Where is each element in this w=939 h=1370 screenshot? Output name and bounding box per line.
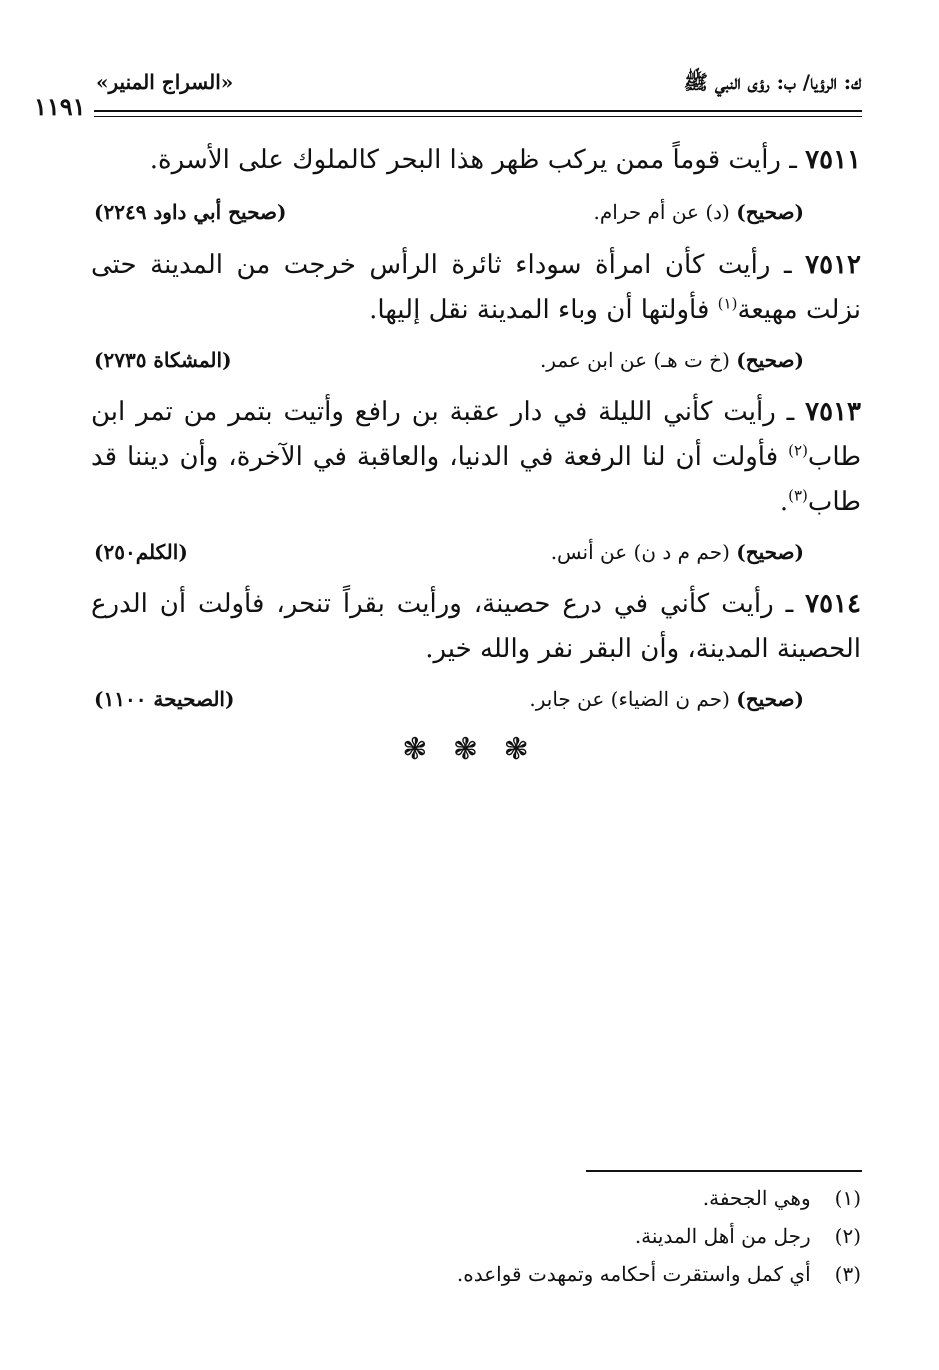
section-separator-ornament: ❃ ❃ ❃ <box>402 732 537 767</box>
reference: (المشكاة ٢٧٣٥) <box>94 348 232 372</box>
punctuation: . <box>779 487 789 517</box>
grade-label: (صحيح) <box>736 540 804 564</box>
book-title: «السراج المنير» <box>96 70 234 94</box>
footnote-marker: (١) <box>717 294 738 313</box>
hadith-number: ٧٥١٤ <box>805 589 861 619</box>
footnote-number: (١) <box>834 1186 861 1210</box>
footnote-number: (٢) <box>834 1224 861 1248</box>
hadith-text: رأيت قوماً ممن يركب ظهر هذا البحر كالملوك على الأسرة. <box>149 145 781 175</box>
header-rule <box>94 110 862 112</box>
hadith-entry: ٧٥١٣ ـ رأيت كأني الليلة في دار عقبة بن رافع وأتيت بتمر من تمر ابن طاب$^{(٢)}$ فأولت أن لنا الرفعة في الدنيا، والعاقبة في الآخرة، وأن ديننا قد طاب$^{(٣)}$. <box>91 397 862 517</box>
chapter-heading: ك: الرؤيا/ ب: رؤى النبي ﷺ <box>683 70 861 94</box>
hadith-text: مهيعة <box>737 295 798 325</box>
narrator-source: (د) عن أم حرام. <box>593 200 730 224</box>
hadith-attribution <box>540 348 804 372</box>
hadith-number: ٧٥١٢ <box>805 250 861 280</box>
hadith-text: رأيت كأني في درع حصينة، ورأيت بقراً تنحر، فأولت أن الدرع <box>91 589 774 619</box>
hadith-source-row <box>94 348 804 378</box>
hadith-text: طاب <box>807 487 861 517</box>
footnote-number: (٣) <box>834 1262 861 1286</box>
grade-label: (صحيح) <box>736 687 804 711</box>
hadith-text: الحصينة المدينة، وأن البقر نفر والله خير. <box>425 634 861 664</box>
footnote <box>81 1256 861 1292</box>
hadith-text: فأولتها أن وباء المدينة نقل إليها. <box>369 295 710 325</box>
hadith-entry: ٧٥١٢ ـ رأيت كأن امرأة سوداء ثائرة الرأس خرجت من المدينة حتى نزلت مهيعة$^{(١)}$ فأولتها أن وباء المدينة نقل إليها. <box>91 250 861 325</box>
hadith-number: ٧٥١١ <box>805 145 861 175</box>
hadith-entry: ٧٥١٤ ـ رأيت كأني في درع حصينة، ورأيت بقراً تنحر، فأولت أن الدرع الحصينة المدينة، وأن البقر نفر والله خير. <box>91 589 861 664</box>
footnote-text: وهي الجحفة. <box>702 1186 811 1210</box>
narrator-source: (خ ت هـ) عن ابن عمر. <box>539 348 730 372</box>
hadith-text: فأولت أن لنا الرفعة في الدنيا، والعاقبة في الآخرة، وأن ديننا قد <box>91 442 779 472</box>
header-rule-thin <box>94 116 862 117</box>
grade-label: (صحيح) <box>736 348 804 372</box>
hadith-attribution <box>551 540 804 564</box>
reference: (الصحيحة ١١٠٠) <box>94 687 235 711</box>
hadith-text: رأيت كأني الليلة في دار عقبة بن رافع وأتيت بتمر من تمر ابن <box>91 397 776 427</box>
page-number: ١١٩١ <box>34 92 86 121</box>
hadith-text: طاب <box>807 442 862 472</box>
footnote-rule <box>586 1170 862 1172</box>
footnote <box>81 1180 861 1216</box>
narrator-source: (حم ن الضياء) عن جابر. <box>529 687 730 711</box>
hadith-text: رأيت كأن امرأة سوداء ثائرة الرأس خرجت من المدينة حتى نزلت <box>91 250 861 325</box>
reference: (الكلم٢٥٠) <box>94 540 188 564</box>
reference: (صحيح أبي داود ٢٢٤٩) <box>94 200 287 224</box>
hadith-attribution <box>529 687 804 711</box>
hadith-entry: ٧٥١١ ـ رأيت قوماً ممن يركب ظهر هذا البحر كالملوك على الأسرة. <box>149 145 861 175</box>
hadith-attribution <box>593 200 804 224</box>
hadith-source-row <box>94 200 804 230</box>
hadith-source-row <box>94 687 804 717</box>
footnote <box>81 1218 861 1254</box>
hadith-source-row <box>94 540 804 570</box>
footnote-marker: (٣) <box>788 486 808 505</box>
hadith-number: ٧٥١٣ <box>805 397 861 427</box>
footnote-marker: (٢) <box>788 441 808 460</box>
footnote-text: رجل من أهل المدينة. <box>634 1224 811 1248</box>
grade-label: (صحيح) <box>736 200 804 224</box>
footnote-text: أي كمل واستقرت أحكامه وتمهدت قواعده. <box>456 1262 811 1286</box>
narrator-source: (حم م د ن) عن أنس. <box>550 540 730 564</box>
